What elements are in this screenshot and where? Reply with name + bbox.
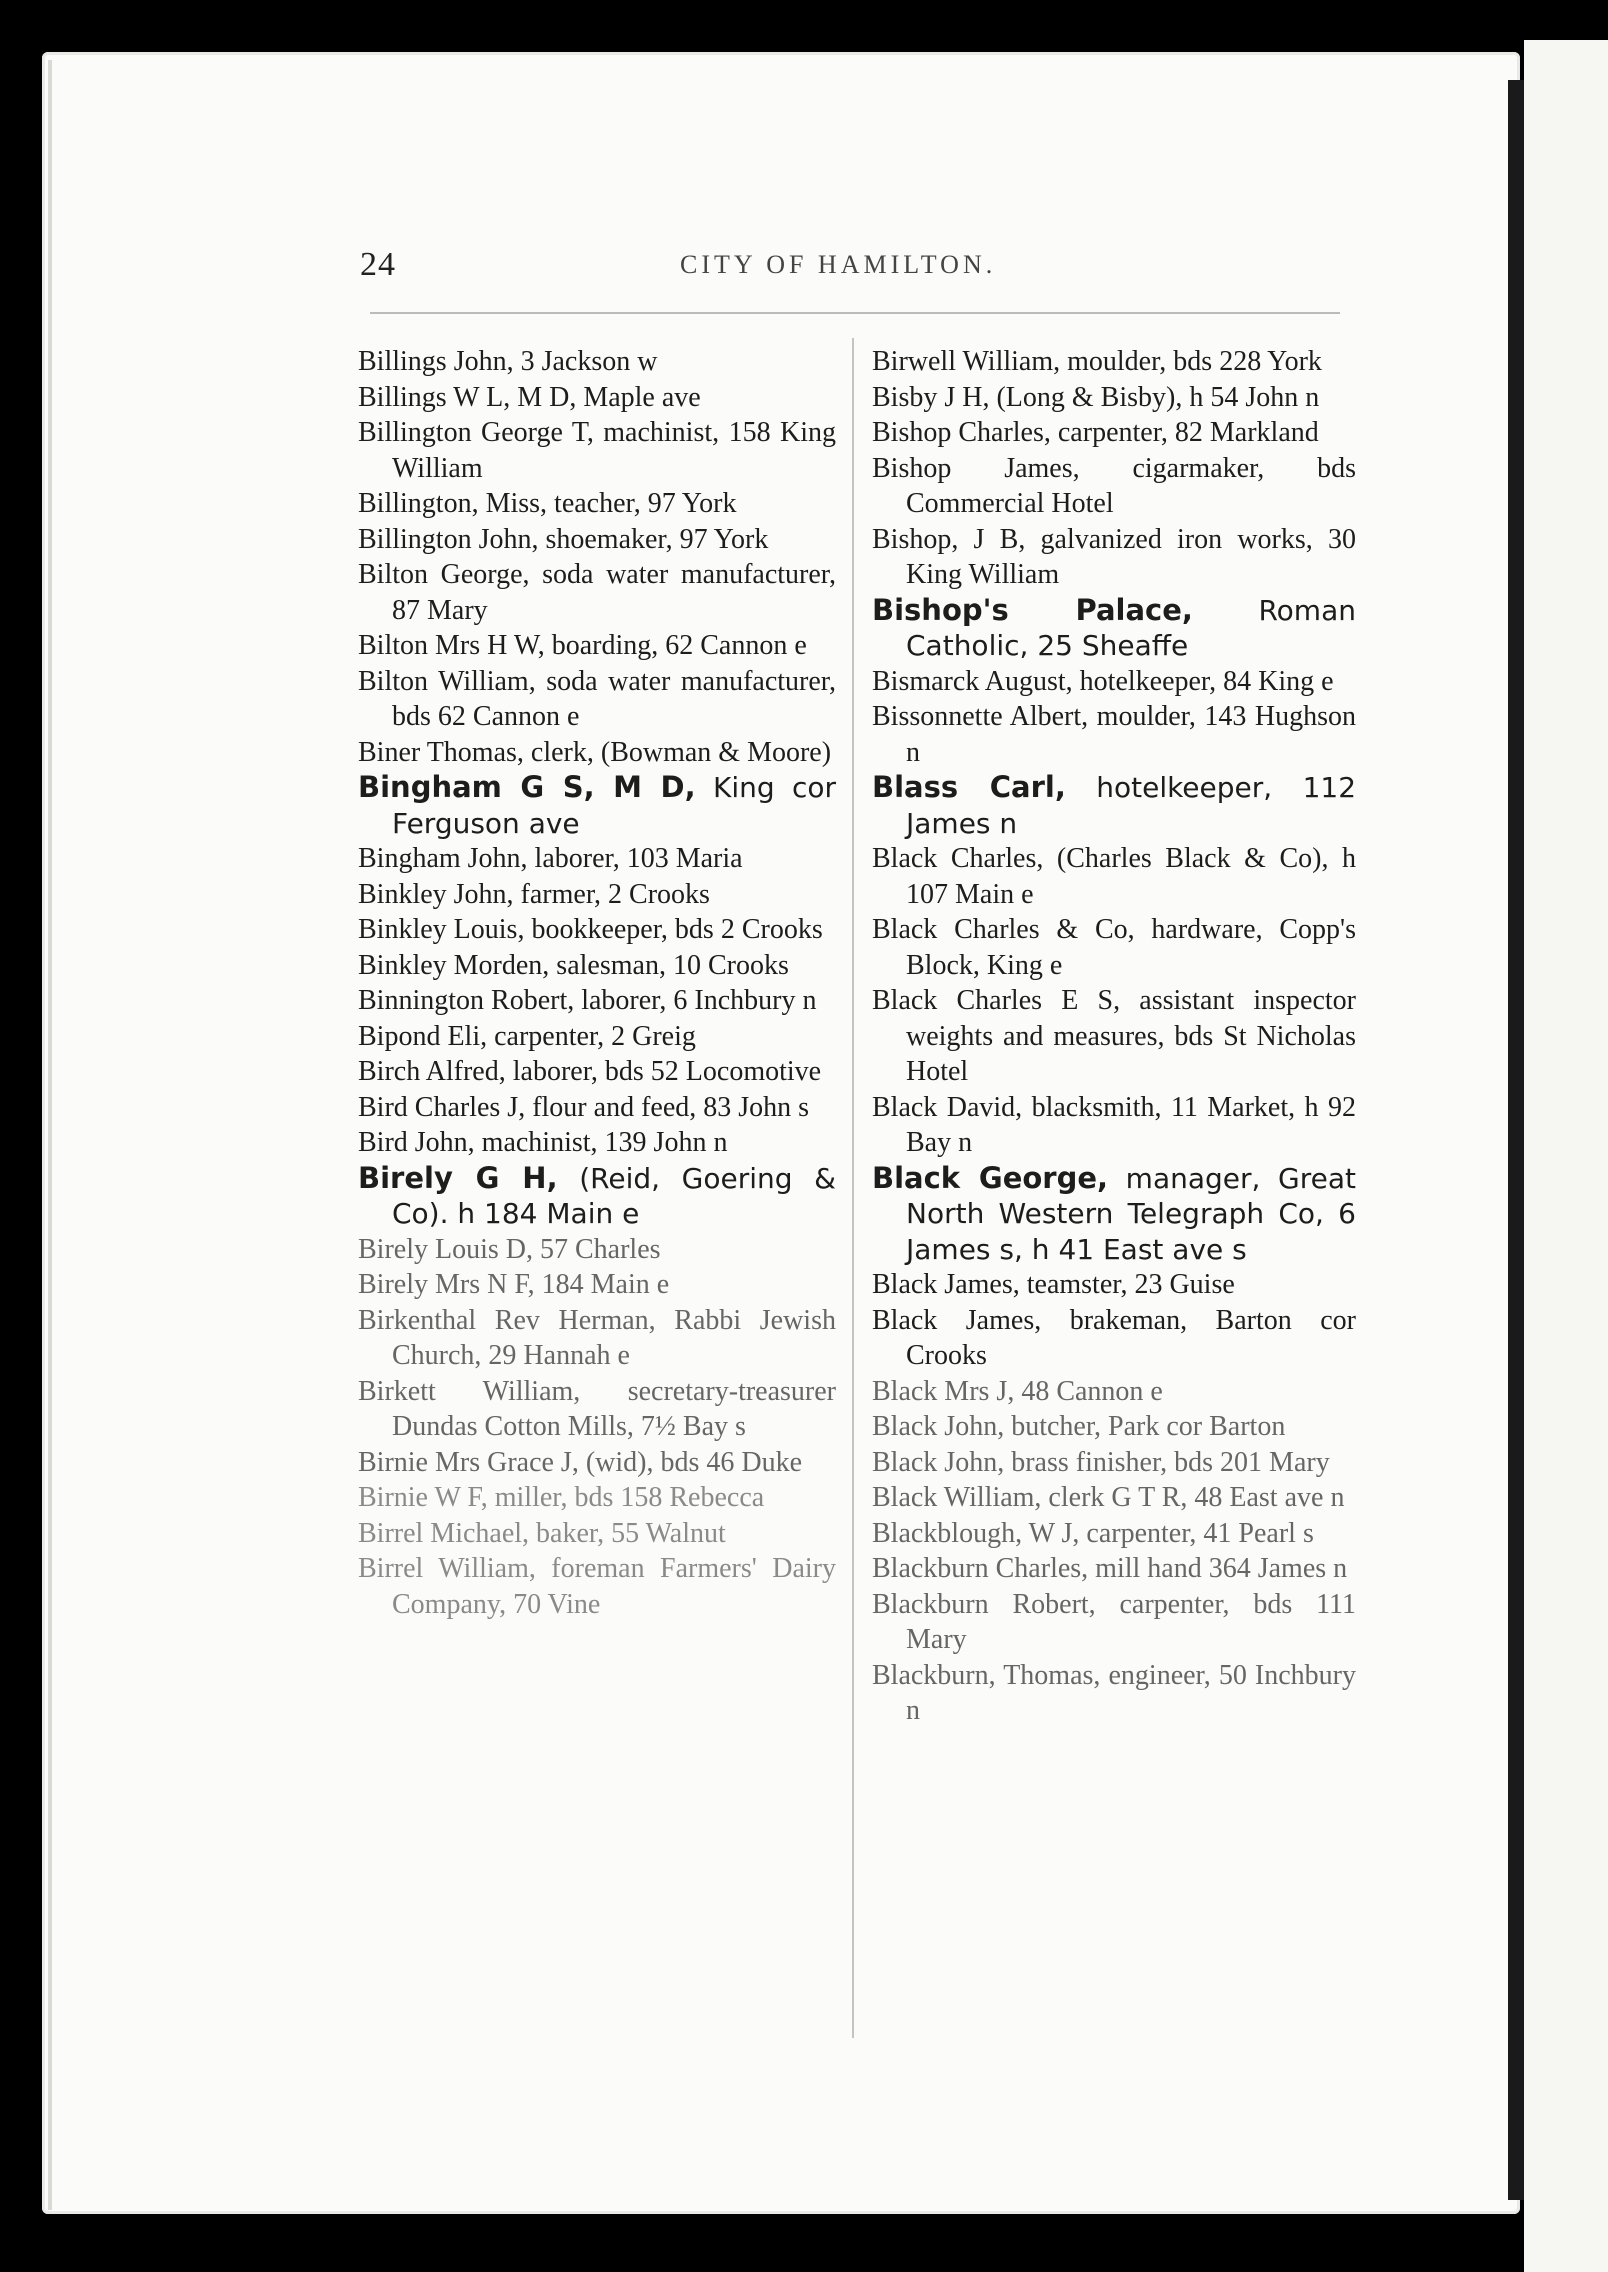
directory-entry bbox=[872, 380, 1356, 416]
entry-text: Biner Thomas, clerk, (Bowman & Moore) bbox=[358, 736, 832, 768]
entry-text: Birnie W F, miller, bds 158 Rebecca bbox=[358, 1482, 765, 1513]
entry-text: manager, Great North Western Telegraph Co, 6 James s, h 41 East ave s bbox=[906, 1161, 1356, 1266]
entry-name: Bishop's Palace, bbox=[872, 592, 1193, 627]
directory-entry bbox=[358, 1516, 836, 1552]
directory-entry bbox=[872, 983, 1356, 1090]
directory-entry bbox=[358, 628, 836, 664]
directory-entry bbox=[872, 344, 1356, 380]
directory-entry bbox=[358, 948, 836, 984]
directory-entry bbox=[358, 664, 836, 735]
entry-text: Birely Mrs N F, 184 Main e bbox=[358, 1269, 670, 1300]
directory-entry bbox=[872, 664, 1356, 700]
directory-entry bbox=[358, 735, 836, 771]
header-rule bbox=[370, 312, 1340, 314]
entry-text: Black Charles E S, assistant inspector weights and measures, bds St Nicholas Hotel bbox=[872, 985, 1356, 1087]
entry-name: Bingham G S, M D, bbox=[358, 770, 696, 804]
entry-text: Black David, blacksmith, 11 Market, h 92 Bay n bbox=[872, 1091, 1356, 1158]
entry-text: Black Charles, (Charles Black & Co), h 107 Main e bbox=[872, 843, 1356, 910]
directory-entry bbox=[872, 451, 1356, 522]
entry-text: Billington George T, machinist, 158 King William bbox=[358, 417, 836, 484]
entry-text: Birnie Mrs Grace J, (wid), bds 46 Duke bbox=[358, 1446, 803, 1478]
directory-entry bbox=[872, 770, 1356, 841]
directory-entry bbox=[358, 1054, 836, 1090]
entry-text: Binnington Robert, laborer, 6 Inchbury n bbox=[358, 985, 817, 1016]
entry-text: Bishop Charles, carpenter, 82 Markland bbox=[872, 417, 1319, 448]
directory-entry bbox=[358, 522, 836, 558]
running-title: CITY OF HAMILTON. bbox=[680, 250, 997, 279]
directory-entry bbox=[358, 1161, 836, 1232]
directory-entry bbox=[872, 699, 1356, 770]
entry-text: Bird John, machinist, 139 John n bbox=[358, 1127, 728, 1158]
entry-text: Birwell William, moulder, bds 228 York bbox=[872, 346, 1322, 377]
entry-text: Black Charles & Co, hardware, Copp's Block, King e bbox=[872, 914, 1356, 981]
directory-entry bbox=[358, 1090, 836, 1126]
entry-text: Bisby J H, (Long & Bisby), h 54 John n bbox=[872, 381, 1320, 413]
directory-entry bbox=[358, 380, 836, 416]
entry-text: Bissonnette Albert, moulder, 143 Hughson n bbox=[872, 701, 1356, 768]
entry-text: Bishop, J B, galvanized iron works, 30 King William bbox=[872, 523, 1356, 590]
directory-entry bbox=[358, 1303, 836, 1374]
entry-text: Blackburn, Thomas, engineer, 50 Inchbury n bbox=[872, 1659, 1356, 1726]
entry-text: Binkley Morden, salesman, 10 Crooks bbox=[358, 949, 789, 981]
page-header bbox=[360, 246, 1340, 290]
entry-text: Bingham John, laborer, 103 Maria bbox=[358, 843, 743, 874]
entry-name: Birely G H, bbox=[358, 1160, 558, 1195]
directory-entry bbox=[872, 1551, 1356, 1587]
entry-text: Blackburn Charles, mill hand 364 James n bbox=[872, 1553, 1348, 1584]
entry-text: Bismarck August, hotelkeeper, 84 King e bbox=[872, 665, 1334, 697]
directory-entry bbox=[358, 1480, 836, 1516]
directory-entry bbox=[358, 1232, 836, 1268]
book-binding bbox=[1508, 80, 1524, 2200]
directory-entry bbox=[872, 912, 1356, 983]
entry-name: Black George, bbox=[872, 1160, 1109, 1195]
entry-text: Binkley Louis, bookkeeper, bds 2 Crooks bbox=[358, 914, 823, 945]
directory-entry bbox=[358, 486, 836, 522]
directory-entry bbox=[872, 1587, 1356, 1658]
directory-entry bbox=[872, 415, 1356, 451]
entry-text: Binkley John, farmer, 2 Crooks bbox=[358, 878, 710, 910]
entry-text: Birrel William, foreman Farmers' Dairy Company, 70 Vine bbox=[358, 1553, 836, 1620]
entry-text: Billington John, shoemaker, 97 York bbox=[358, 523, 769, 555]
entry-text: Black William, clerk G T R, 48 East ave n bbox=[872, 1482, 1345, 1513]
entry-text: Black John, brass finisher, bds 201 Mary bbox=[872, 1446, 1330, 1478]
entry-text: Billings John, 3 Jackson w bbox=[358, 346, 658, 377]
entry-text: Bipond Eli, carpenter, 2 Greig bbox=[358, 1020, 696, 1052]
entry-name: Blass Carl, bbox=[872, 770, 1066, 804]
directory-entry bbox=[358, 1019, 836, 1055]
directory-entry bbox=[358, 1125, 836, 1161]
directory-entry bbox=[358, 1267, 836, 1303]
entry-text: Birely Louis D, 57 Charles bbox=[358, 1233, 661, 1265]
entry-text: Bilton William, soda water manufacturer, bds 62 Cannon e bbox=[358, 665, 836, 732]
directory-entry bbox=[358, 1551, 836, 1622]
entry-text: (Reid, Goering & Co). h 184 Main e bbox=[392, 1161, 836, 1230]
directory-entry bbox=[872, 1090, 1356, 1161]
entry-text: hotelkeeper, 112 James n bbox=[906, 771, 1357, 840]
directory-entry bbox=[358, 557, 836, 628]
entry-text: Bilton George, soda water manufacturer, 87 Mary bbox=[358, 559, 836, 626]
directory-entry bbox=[358, 1374, 836, 1445]
entry-text: Blackburn Robert, carpenter, bds 111 Mary bbox=[872, 1588, 1356, 1655]
directory-entry bbox=[872, 1303, 1356, 1374]
adjacent-page bbox=[1524, 40, 1608, 2272]
entry-text: King cor Ferguson ave bbox=[392, 771, 836, 840]
page-edge bbox=[48, 60, 52, 2210]
left-column bbox=[358, 344, 836, 1622]
directory-entry bbox=[872, 1445, 1356, 1481]
directory-entry bbox=[872, 1267, 1356, 1303]
entry-text: Birkenthal Rev Herman, Rabbi Jewish Church, 29 Hannah e bbox=[358, 1304, 836, 1371]
entry-text: Birrel Michael, baker, 55 Walnut bbox=[358, 1517, 726, 1549]
directory-entry bbox=[358, 912, 836, 948]
directory-entry bbox=[358, 877, 836, 913]
directory-entry bbox=[872, 1374, 1356, 1410]
directory-entry bbox=[872, 841, 1356, 912]
directory-entry bbox=[872, 1161, 1356, 1268]
entry-text: Billington, Miss, teacher, 97 York bbox=[358, 488, 737, 519]
page-number: 24 bbox=[360, 246, 396, 283]
entry-text: Bird Charles J, flour and feed, 83 John s bbox=[358, 1091, 810, 1123]
right-column bbox=[872, 344, 1356, 1729]
directory-entry bbox=[358, 770, 836, 841]
directory-entry bbox=[358, 983, 836, 1019]
directory-entry bbox=[358, 841, 836, 877]
entry-text: Black Mrs J, 48 Cannon e bbox=[872, 1375, 1163, 1407]
column-divider bbox=[852, 338, 854, 2038]
directory-entry bbox=[358, 1445, 836, 1481]
entry-text: Birkett William, secretary-treasurer Dundas Cotton Mills, 7½ Bay s bbox=[358, 1375, 836, 1442]
directory-entry bbox=[872, 522, 1356, 593]
directory-entry bbox=[872, 1658, 1356, 1729]
directory-entry bbox=[872, 1409, 1356, 1445]
entry-text: Billings W L, M D, Maple ave bbox=[358, 381, 701, 413]
entry-text: Black James, brakeman, Barton cor Crooks bbox=[872, 1304, 1356, 1371]
directory-entry bbox=[872, 1516, 1356, 1552]
directory-entry bbox=[358, 344, 836, 380]
entry-text: Blackblough, W J, carpenter, 41 Pearl s bbox=[872, 1517, 1314, 1549]
directory-entry bbox=[872, 593, 1356, 664]
directory-entry bbox=[872, 1480, 1356, 1516]
entry-text: Black John, butcher, Park cor Barton bbox=[872, 1411, 1286, 1442]
entry-text: Bilton Mrs H W, boarding, 62 Cannon e bbox=[358, 630, 807, 661]
entry-text: Roman Catholic, 25 Sheaffe bbox=[906, 593, 1356, 662]
entry-text: Bishop James, cigarmaker, bds Commercial Hotel bbox=[872, 452, 1356, 519]
entry-text: Birch Alfred, laborer, bds 52 Locomotive bbox=[358, 1056, 822, 1087]
directory-entry bbox=[358, 415, 836, 486]
entry-text: Black James, teamster, 23 Guise bbox=[872, 1269, 1235, 1300]
